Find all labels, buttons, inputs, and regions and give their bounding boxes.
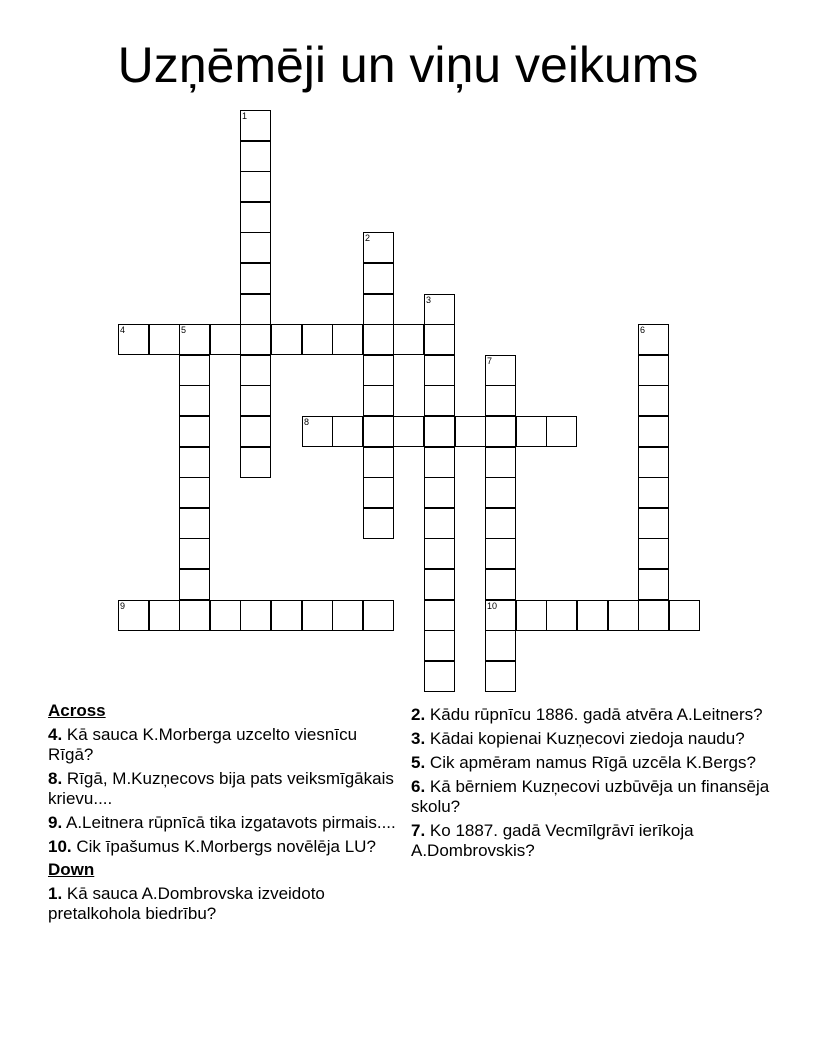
down-heading: Down: [48, 860, 95, 879]
grid-cell[interactable]: [271, 324, 302, 355]
grid-cell[interactable]: [240, 294, 271, 325]
clue-down-1: 1. Kā sauca A.Dombrovska izveidoto pretalkohola biedrību?: [48, 884, 325, 923]
grid-cell[interactable]: [363, 416, 394, 447]
grid-cell[interactable]: [424, 600, 455, 631]
grid-cell[interactable]: [240, 447, 271, 478]
grid-cell[interactable]: [608, 600, 639, 631]
grid-cell[interactable]: [638, 508, 669, 539]
grid-cell[interactable]: [302, 600, 333, 631]
grid-cell[interactable]: [179, 569, 210, 600]
clue-across-4: 4. Kā sauca K.Morberga uzcelto viesnīcu Rīgā?: [48, 725, 358, 764]
grid-cell[interactable]: [424, 294, 455, 325]
grid-cell[interactable]: [240, 263, 271, 294]
grid-cell[interactable]: [210, 324, 241, 355]
grid-cell[interactable]: [424, 447, 455, 478]
grid-cell[interactable]: [638, 569, 669, 600]
grid-cell[interactable]: [424, 538, 455, 569]
grid-cell[interactable]: [271, 600, 302, 631]
grid-cell[interactable]: [638, 447, 669, 478]
grid-cell[interactable]: [363, 385, 394, 416]
grid-cell[interactable]: [363, 324, 394, 355]
grid-cell[interactable]: [638, 324, 669, 355]
grid-cell[interactable]: [240, 600, 271, 631]
grid-cell[interactable]: [638, 355, 669, 386]
grid-cell[interactable]: [485, 416, 516, 447]
grid-cell[interactable]: [485, 630, 516, 661]
cell-number: 9: [120, 601, 126, 611]
grid-cell[interactable]: [485, 538, 516, 569]
clue-across-9: 9. A.Leitnera rūpnīcā tika izgatavots pirmais....: [48, 813, 396, 832]
grid-cell[interactable]: [302, 416, 333, 447]
cell-number: 3: [426, 295, 432, 305]
grid-cell[interactable]: [240, 141, 271, 172]
grid-cell[interactable]: [149, 324, 180, 355]
grid-cell[interactable]: [240, 202, 271, 233]
grid-cell[interactable]: [546, 416, 577, 447]
clues-column-right: [411, 701, 771, 864]
grid-cell[interactable]: [393, 416, 424, 447]
grid-cell[interactable]: [485, 600, 516, 631]
grid-cell[interactable]: [638, 477, 669, 508]
clue-across-10: 10. Cik īpašumus K.Morbergs novēlēja LU?: [48, 837, 376, 856]
cell-number: 4: [120, 325, 126, 335]
grid-cell[interactable]: [424, 324, 455, 355]
grid-cell[interactable]: [516, 416, 547, 447]
grid-cell[interactable]: [485, 447, 516, 478]
grid-cell[interactable]: [363, 447, 394, 478]
grid-cell[interactable]: [485, 661, 516, 692]
grid-cell[interactable]: [363, 232, 394, 263]
grid-cell[interactable]: [363, 294, 394, 325]
grid-cell[interactable]: [516, 600, 547, 631]
grid-cell[interactable]: [424, 630, 455, 661]
grid-cell[interactable]: [669, 600, 700, 631]
grid-cell[interactable]: [363, 263, 394, 294]
grid-cell[interactable]: [638, 385, 669, 416]
grid-cell[interactable]: [424, 477, 455, 508]
clue-across-8: 8. Rīgā, M.Kuzņecovs bija pats veiksmīgākais krievu....: [48, 769, 394, 808]
grid-cell[interactable]: [393, 324, 424, 355]
grid-cell[interactable]: [363, 600, 394, 631]
grid-cell[interactable]: [424, 385, 455, 416]
grid-cell[interactable]: [363, 477, 394, 508]
grid-cell[interactable]: [240, 385, 271, 416]
grid-cell[interactable]: [302, 324, 333, 355]
grid-cell[interactable]: [485, 355, 516, 386]
grid-cell[interactable]: [455, 416, 486, 447]
grid-cell[interactable]: [118, 324, 149, 355]
grid-cell[interactable]: [240, 232, 271, 263]
cell-number: 7: [487, 356, 493, 366]
grid-cell[interactable]: [546, 600, 577, 631]
cell-number: 1: [242, 111, 248, 121]
grid-cell[interactable]: [179, 355, 210, 386]
clue-down-2: 2. Kādu rūpnīcu 1886. gadā atvēra A.Leitners?: [411, 705, 763, 724]
grid-cell[interactable]: [363, 508, 394, 539]
grid-cell[interactable]: [240, 171, 271, 202]
grid-cell[interactable]: [179, 600, 210, 631]
clue-down-5: 5. Cik apmēram namus Rīgā uzcēla K.Bergs?: [411, 753, 756, 772]
cell-number: 2: [365, 233, 371, 243]
cell-number: 5: [181, 325, 187, 335]
cell-number: 10: [487, 601, 498, 611]
cell-number: 8: [304, 417, 310, 427]
grid-cell[interactable]: [179, 385, 210, 416]
puzzle-title: Uzņēmēji un viņu veikums: [117, 37, 699, 93]
cell-number: 6: [640, 325, 646, 335]
grid-cell[interactable]: [424, 355, 455, 386]
grid-cell[interactable]: [424, 569, 455, 600]
grid-cell[interactable]: [363, 355, 394, 386]
grid-cell[interactable]: [179, 416, 210, 447]
grid-cell[interactable]: [332, 600, 363, 631]
grid-cell[interactable]: [485, 385, 516, 416]
clue-down-7: 7. Ko 1887. gadā Vecmīlgrāvī ierīkoja A.Dombrovskis?: [411, 821, 694, 860]
grid-cell[interactable]: [210, 600, 241, 631]
grid-cell[interactable]: [240, 355, 271, 386]
grid-cell[interactable]: [240, 416, 271, 447]
grid-cell[interactable]: [332, 416, 363, 447]
grid-cell[interactable]: [638, 600, 669, 631]
grid-cell[interactable]: [332, 324, 363, 355]
grid-cell[interactable]: [485, 569, 516, 600]
grid-cell[interactable]: [179, 508, 210, 539]
clue-down-3: 3. Kādai kopienai Kuzņecovi ziedoja naudu?: [411, 729, 745, 748]
grid-cell[interactable]: [424, 416, 455, 447]
grid-cell[interactable]: [424, 508, 455, 539]
grid-cell[interactable]: [240, 324, 271, 355]
grid-cell[interactable]: [577, 600, 608, 631]
grid-cell[interactable]: [485, 477, 516, 508]
grid-cell[interactable]: [179, 477, 210, 508]
grid-cell[interactable]: [240, 110, 271, 141]
grid-cell[interactable]: [149, 600, 180, 631]
grid-cell[interactable]: [179, 447, 210, 478]
clues-column-left: [48, 701, 398, 927]
grid-cell[interactable]: [638, 538, 669, 569]
grid-cell[interactable]: [118, 600, 149, 631]
grid-cell[interactable]: [179, 538, 210, 569]
grid-cell[interactable]: [179, 324, 210, 355]
across-heading: Across: [48, 701, 106, 720]
grid-cell[interactable]: [638, 416, 669, 447]
grid-cell[interactable]: [485, 508, 516, 539]
grid-cell[interactable]: [424, 661, 455, 692]
clue-down-6: 6. Kā bērniem Kuzņecovi uzbūvēja un finansēja skolu?: [411, 777, 770, 816]
